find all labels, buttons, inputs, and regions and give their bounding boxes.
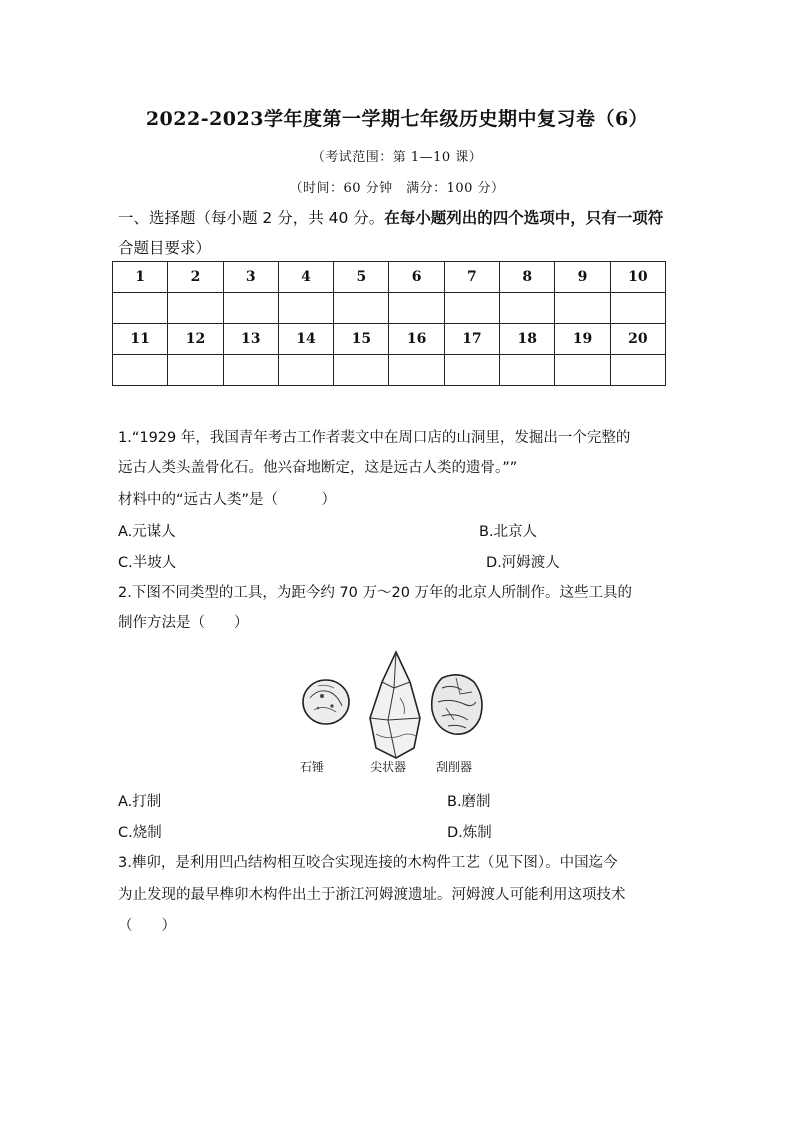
question-1-option-c: C.半坡人: [118, 555, 177, 571]
scraper-caption: 刮削器: [436, 760, 473, 774]
question-2-line-2: 制作方法是（ ）: [118, 615, 249, 631]
answer-number: 18: [500, 324, 555, 355]
question-1-option-a: A.元谋人: [118, 524, 176, 540]
answer-number: 12: [168, 324, 223, 355]
answer-table: [112, 261, 666, 386]
question-2-option-d: D.炼制: [447, 825, 492, 841]
answer-cell[interactable]: [168, 293, 223, 324]
answer-cell[interactable]: [334, 355, 389, 386]
answer-number: 19: [555, 324, 610, 355]
answer-number: 6: [389, 262, 444, 293]
question-1-option-b: B.北京人: [479, 524, 538, 540]
answer-cell[interactable]: [223, 355, 278, 386]
answer-cell[interactable]: [500, 355, 555, 386]
question-2-option-a: A.打制: [118, 794, 162, 810]
answer-cell[interactable]: [555, 355, 610, 386]
answer-cell[interactable]: [278, 293, 333, 324]
answer-number: 7: [444, 262, 499, 293]
answer-cell[interactable]: [500, 293, 555, 324]
pointed-tool-caption: 尖状器: [370, 760, 407, 774]
answer-number: 1: [113, 262, 168, 293]
question-2-line-1: 2.下图不同类型的工具，为距今约 70 万～20 万年的北京人所制作。这些工具的: [118, 585, 633, 601]
answer-cell[interactable]: [444, 355, 499, 386]
question-1-option-d: D.河姆渡人: [486, 555, 560, 571]
answer-cell[interactable]: [223, 293, 278, 324]
question-3-line-3: （ ）: [118, 918, 176, 934]
answer-cell[interactable]: [334, 293, 389, 324]
pointed-tool-drawing: [370, 652, 420, 758]
answer-number: 3: [223, 262, 278, 293]
answer-number: 10: [610, 262, 665, 293]
section-heading-line2: 合题目要求）: [118, 239, 212, 257]
answer-table-header-row-1: [113, 262, 666, 293]
section-heading: [118, 203, 683, 263]
answer-number: 14: [278, 324, 333, 355]
answer-number: 13: [223, 324, 278, 355]
answer-number: 17: [444, 324, 499, 355]
question-3-line-2: 为止发现的最早榫卯木构件出土于浙江河姆渡遗址。河姆渡人可能利用这项技术: [118, 887, 626, 903]
question-1-line-3: 材料中的“远古人类”是（ ）: [118, 492, 337, 508]
page-title: 2022-2023学年度第一学期七年级历史期中复习卷（6）: [145, 108, 649, 130]
answer-number: 5: [334, 262, 389, 293]
stone-tools-illustration: [296, 648, 496, 778]
answer-table-header-row-2: [113, 324, 666, 355]
answer-number: 15: [334, 324, 389, 355]
answer-cell[interactable]: [113, 355, 168, 386]
answer-number: 2: [168, 262, 223, 293]
answer-cell[interactable]: [113, 293, 168, 324]
exam-time-score: （时间：60 分钟 满分：100 分）: [289, 181, 505, 196]
answer-cell[interactable]: [168, 355, 223, 386]
question-1-line-1: 1.“1929 年，我国青年考古工作者裴文中在周口店的山洞里，发掘出一个完整的: [118, 430, 631, 446]
answer-cell[interactable]: [389, 355, 444, 386]
answer-table-blank-row-2: [113, 355, 666, 386]
answer-cell[interactable]: [610, 355, 665, 386]
answer-number: 9: [555, 262, 610, 293]
answer-cell[interactable]: [278, 355, 333, 386]
answer-cell[interactable]: [389, 293, 444, 324]
stone-hammer-caption: 石锤: [300, 760, 325, 774]
answer-number: 20: [610, 324, 665, 355]
question-2-option-b: B.磨制: [447, 794, 491, 810]
section-heading-part1: 一、选择题（每小题 2 分，共 40 分。: [118, 209, 385, 227]
question-1-line-2: 远古人类头盖骨化石。他兴奋地断定，这是远古人类的遗骨。””: [118, 460, 518, 476]
answer-cell[interactable]: [610, 293, 665, 324]
question-3-line-1: 3.榫卯，是利用凹凸结构相互咬合实现连接的木构件工艺（见下图）。中国迄今: [118, 855, 618, 871]
answer-cell[interactable]: [555, 293, 610, 324]
stone-hammer-drawing: [303, 680, 349, 724]
scraper-drawing: [432, 675, 482, 734]
answer-number: 8: [500, 262, 555, 293]
answer-cell[interactable]: [444, 293, 499, 324]
answer-number: 16: [389, 324, 444, 355]
answer-number: 11: [113, 324, 168, 355]
section-heading-part2: 在每小题列出的四个选项中，只有一项符: [384, 209, 664, 227]
answer-table-blank-row-1: [113, 293, 666, 324]
exam-scope: （考试范围：第 1—10 课）: [311, 150, 483, 165]
question-2-option-c: C.烧制: [118, 825, 162, 841]
answer-number: 4: [278, 262, 333, 293]
